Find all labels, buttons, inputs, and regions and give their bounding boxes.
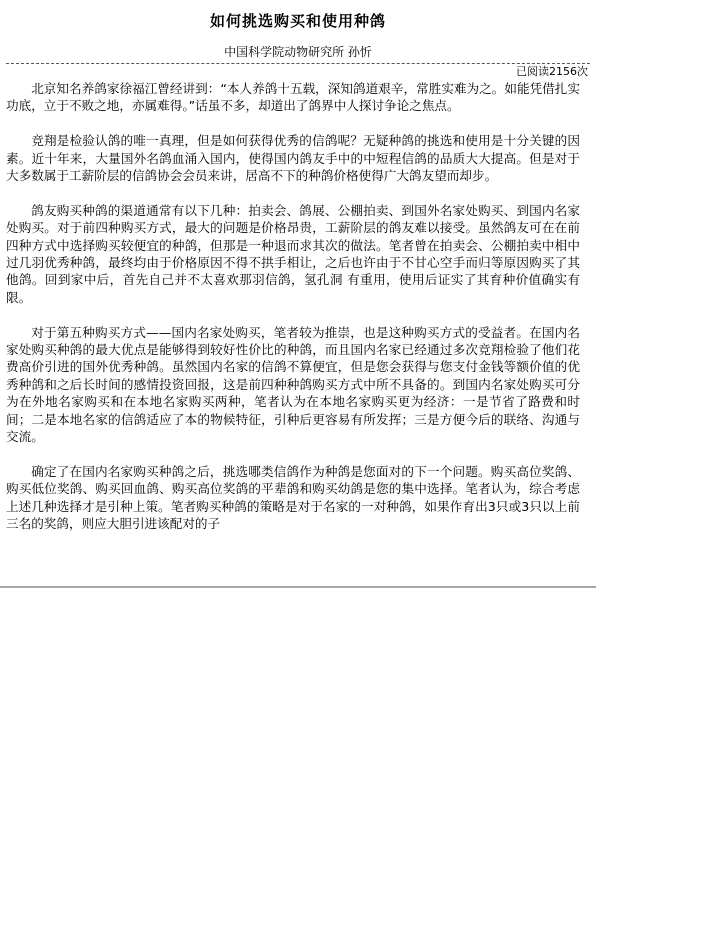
- paragraph: 北京知名养鸽家徐福江曾经讲到：“本人养鸽十五载，深知鸽道艰辛，常胜实难为之。如能凭借扎实功底，立于不败之地，亦属难得。”话虽不多，却道出了鸽界中人探讨争论之焦点。: [6, 81, 580, 114]
- article-author: 中国科学院动物研究所 孙忻: [224, 45, 372, 59]
- view-count: 已阅读2156次: [516, 65, 588, 78]
- paragraph: 竞翔是检验认鸽的唯一真理，但是如何获得优秀的信鸽呢？无疑种鸽的挑选和使用是十分关键的因素。近十年来，大量国外名鸽血涌入国内，使得国内鸽友手中的中短程信鸽的品质大大提高。但是对于大多数属于工薪阶层的信鸽协会会员来讲，居高不下的种鸽价格使得广大鸽友望而却步。: [6, 133, 580, 184]
- paragraph: 鸽友购买种鸽的渠道通常有以下几种：拍卖会、鸽展、公棚拍卖、到国外名家处购买、到国内名家处购买。对于前四种购买方式，最大的问题是价格昂贵，工薪阶层的鸽友难以接受。虽然鸽友可在在前四种方式中选择购买较便宜的种鸽，但那是一种退而求其次的做法。笔者曾在拍卖会、公棚拍卖中相中过几羽优秀种鸽，最终均由于价格原因不得不拱手相让，之后也许由于不甘心空手而归等原因购买了其他鸽。回到家中后，首先自己并不太喜欢那羽信鸽，氢孔洞 有重用，使用后证实了其育种价值确实有限。: [6, 202, 580, 305]
- dashed-divider: [6, 63, 590, 64]
- article-body: [6, 80, 580, 550]
- article-title: 如何挑选购买和使用种鸽: [209, 12, 386, 30]
- paragraph: 对于第五种购买方式——国内名家处购买，笔者较为推崇，也是这种购买方式的受益者。在国内名家处购买种鸽的最大优点是能够得到较好性价比的种鸽，而且国内名家已经通过多次竞翔检验了他们花费高价引进的国外优秀种鸽。虽然国内名家的信鸽不算便宜，但是您会获得与您支付金钱等额价值的优秀种鸽和之后长时间的感情投资回报，这是前四种种鸽购买方式中所不具备的。到国内名家处购买可分为在外地名家购买和在本地名家购买两种，笔者认为在本地名家购买更为经济：一是节省了路费和时间；二是本地名家的信鸽适应了本的物候特征，引种后更容易有所发挥；三是方便今后的联络、沟通与交流。: [6, 324, 580, 445]
- paragraph: 确定了在国内名家购买种鸽之后，挑选哪类信鸽作为种鸽是您面对的下一个问题。购买高位奖鸽、购买低位奖鸽、购买回血鸽、购买高位奖鸽的平辈鸽和购买幼鸽是您的集中选择。笔者认为，综合考虑上述几种选择才是引种上策。笔者购买种鸽的策略是对于名家的一对种鸽，如果作育出3只或3只以上前三名的奖鸽，则应大胆引进该配对的子: [6, 463, 580, 532]
